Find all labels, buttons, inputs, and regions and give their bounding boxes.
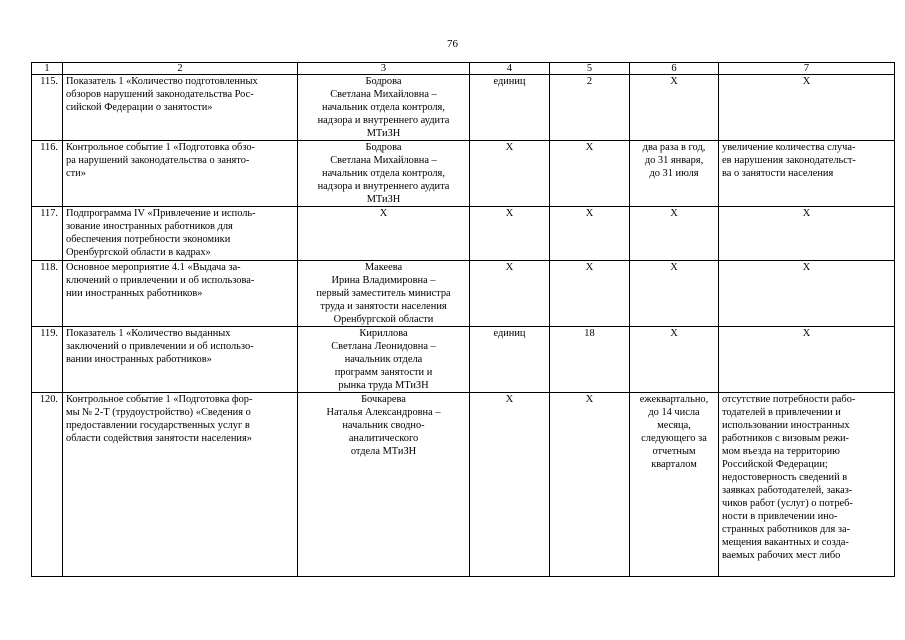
row-name-line: Подпрограмма IV «Привлечение и исполь- [66, 208, 256, 219]
deadline-cell-line: до 31 января, [644, 155, 704, 166]
result-cell [719, 261, 895, 327]
row-name [63, 141, 298, 207]
responsible-person-line: надзора и внутреннего аудита [317, 181, 450, 192]
responsible-person-line: Бочкарева [361, 394, 406, 405]
responsible-person-line: МТиЗН [366, 194, 401, 205]
value-cell: Х [550, 261, 630, 327]
deadline-cell [630, 141, 719, 207]
row-name-line: Контрольное событие 1 «Подготовка обзо- [66, 142, 256, 153]
result-cell [719, 207, 895, 261]
responsible-person-line: надзора и внутреннего аудита [317, 115, 450, 126]
result-cell-line: Х [802, 208, 811, 219]
header-cell: 4 [470, 63, 550, 75]
result-cell-line: отсутствие потребности рабо- [722, 394, 856, 405]
table-row [32, 207, 895, 261]
result-cell [719, 327, 895, 393]
result-cell-line: странных работников для за- [722, 524, 851, 535]
responsible-person-line: рынка труда МТиЗН [338, 380, 429, 391]
responsible-person-line: Бодрова [365, 142, 402, 153]
deadline-cell-line: отчетным [652, 446, 696, 457]
deadline-cell [630, 261, 719, 327]
unit-cell: Х [470, 207, 550, 261]
responsible-person-line: Светлана Михайловна – [330, 155, 437, 166]
unit-cell: единиц [470, 327, 550, 393]
responsible-person-line: Макеева [364, 262, 403, 273]
responsible-person-line: Бодрова [365, 76, 402, 87]
row-name-line: зование иностранных работников для [66, 221, 233, 232]
responsible-person-line: Ирина Владимировна – [331, 275, 436, 286]
result-cell-line: заявках работодателей, заказ- [722, 485, 853, 496]
responsible-person-line: начальник отдела контроля, [322, 168, 445, 179]
plan-table [31, 62, 895, 577]
row-name-line: области содействия занятости населения» [66, 433, 252, 444]
deadline-cell-line: до 31 июля [649, 168, 699, 179]
responsible-person-line: Х [379, 208, 388, 219]
deadline-cell-line: ежеквартально, [639, 394, 709, 405]
result-cell-line: Х [802, 76, 811, 87]
result-cell-line: ваемых рабочих мест либо [722, 550, 841, 561]
responsible-person-line: начальник сводно- [342, 420, 425, 431]
row-name [63, 75, 298, 141]
row-name-line: Показатель 1 «Количество подготовленных [66, 76, 258, 87]
row-name-line: Основное мероприятие 4.1 «Выдача за- [66, 262, 241, 273]
row-number: 116. [32, 141, 63, 207]
deadline-cell-line: следующего за [641, 433, 707, 444]
result-cell [719, 75, 895, 141]
result-cell-line: мом въезда на территорию [722, 446, 840, 457]
responsible-person [298, 261, 470, 327]
result-cell-line: чиков работ (услуг) о потреб- [722, 498, 853, 509]
responsible-person-line: Наталья Александровна – [326, 407, 441, 418]
result-cell-line: тодателей в привлечении и [722, 407, 841, 418]
result-cell-line: мещения вакантных и созда- [722, 537, 849, 548]
responsible-person-line: МТиЗН [366, 128, 401, 139]
header-cell: 3 [298, 63, 470, 75]
row-name-line: ра нарушений законодательства о занято- [66, 155, 250, 166]
value-cell: Х [550, 207, 630, 261]
header-cell: 5 [550, 63, 630, 75]
deadline-cell-line: Х [670, 328, 678, 339]
responsible-person-line: Кириллова [359, 328, 408, 339]
deadline-cell-line: Х [670, 76, 678, 87]
row-name-line: сти» [66, 168, 86, 179]
row-name-line: предоставлении государственных услуг в [66, 420, 250, 431]
value-cell: 18 [550, 327, 630, 393]
row-name-line: вании иностранных работников» [66, 354, 212, 365]
responsible-person-line: труда и занятости населения [320, 301, 447, 312]
unit-cell: Х [470, 141, 550, 207]
row-name-line: сийской Федерации о занятости» [66, 102, 213, 113]
responsible-person-line: отдела МТиЗН [350, 446, 417, 457]
row-name-line: нии иностранных работников» [66, 288, 203, 299]
value-cell: 2 [550, 75, 630, 141]
row-number: 117. [32, 207, 63, 261]
responsible-person-line: Светлана Михайловна – [330, 89, 437, 100]
row-name-line: Показатель 1 «Количество выданных [66, 328, 231, 339]
row-name-line: заключений о привлечении и об использо- [66, 341, 254, 352]
row-name-line: обеспечения потребности экономики [66, 234, 231, 245]
row-number: 120. [32, 393, 63, 577]
responsible-person [298, 207, 470, 261]
deadline-cell-line: кварталом [651, 459, 697, 470]
row-name [63, 393, 298, 577]
row-name-line: Оренбургской области в кадрах» [66, 247, 211, 258]
deadline-cell [630, 75, 719, 141]
row-name-line: мы № 2-Т (трудоустройство) «Сведения о [66, 407, 251, 418]
result-cell-line: ев нарушения законодательст- [722, 155, 856, 166]
responsible-person-line: Светлана Леонидовна – [331, 341, 436, 352]
table-row [32, 75, 895, 141]
table-row [32, 327, 895, 393]
result-cell-line: ва о занятости населения [722, 168, 834, 179]
responsible-person [298, 393, 470, 577]
row-number: 119. [32, 327, 63, 393]
header-cell: 6 [630, 63, 719, 75]
result-cell [719, 393, 895, 577]
deadline-cell-line: месяца, [657, 420, 691, 431]
deadline-cell-line: Х [670, 262, 678, 273]
row-name-line: Контрольное событие 1 «Подготовка фор- [66, 394, 253, 405]
responsible-person [298, 327, 470, 393]
responsible-person [298, 75, 470, 141]
result-cell-line: недостоверность сведений в [722, 472, 848, 483]
responsible-person-line: Оренбургской области [333, 314, 434, 325]
table-row [32, 393, 895, 577]
table-row [32, 141, 895, 207]
header-row [32, 63, 895, 75]
page-number: 76 [447, 38, 458, 50]
row-name [63, 327, 298, 393]
header-cell: 2 [63, 63, 298, 75]
deadline-cell [630, 393, 719, 577]
value-cell: Х [550, 393, 630, 577]
header-cell: 7 [719, 63, 895, 75]
deadline-cell [630, 327, 719, 393]
row-name [63, 261, 298, 327]
unit-cell: Х [470, 393, 550, 577]
row-number: 118. [32, 261, 63, 327]
result-cell-line: Российской Федерации; [722, 459, 828, 470]
result-cell-line: Х [802, 328, 811, 339]
value-cell: Х [550, 141, 630, 207]
deadline-cell-line: Х [670, 208, 678, 219]
unit-cell: единиц [470, 75, 550, 141]
unit-cell: Х [470, 261, 550, 327]
row-name-line: ключений о привлечении и об использова- [66, 275, 255, 286]
result-cell-line: увеличение количества случа- [722, 142, 856, 153]
table-row [32, 261, 895, 327]
deadline-cell-line: два раза в год, [642, 142, 706, 153]
responsible-person-line: программ занятости и [334, 367, 433, 378]
responsible-person-line: первый заместитель министра [316, 288, 451, 299]
result-cell-line: Х [802, 262, 811, 273]
result-cell-line: работников с визовым режи- [722, 433, 850, 444]
row-name-line: обзоров нарушений законодательства Рос- [66, 89, 254, 100]
deadline-cell [630, 207, 719, 261]
row-name [63, 207, 298, 261]
result-cell-line: использовании иностранных [722, 420, 850, 431]
deadline-cell-line: до 14 числа [648, 407, 700, 418]
row-number: 115. [32, 75, 63, 141]
result-cell-line: ности в привлечении ино- [722, 511, 838, 522]
responsible-person-line: аналитического [348, 433, 419, 444]
result-cell [719, 141, 895, 207]
responsible-person-line: начальник отдела контроля, [322, 102, 445, 113]
responsible-person-line: начальник отдела [344, 354, 423, 365]
header-cell: 1 [32, 63, 63, 75]
responsible-person [298, 141, 470, 207]
